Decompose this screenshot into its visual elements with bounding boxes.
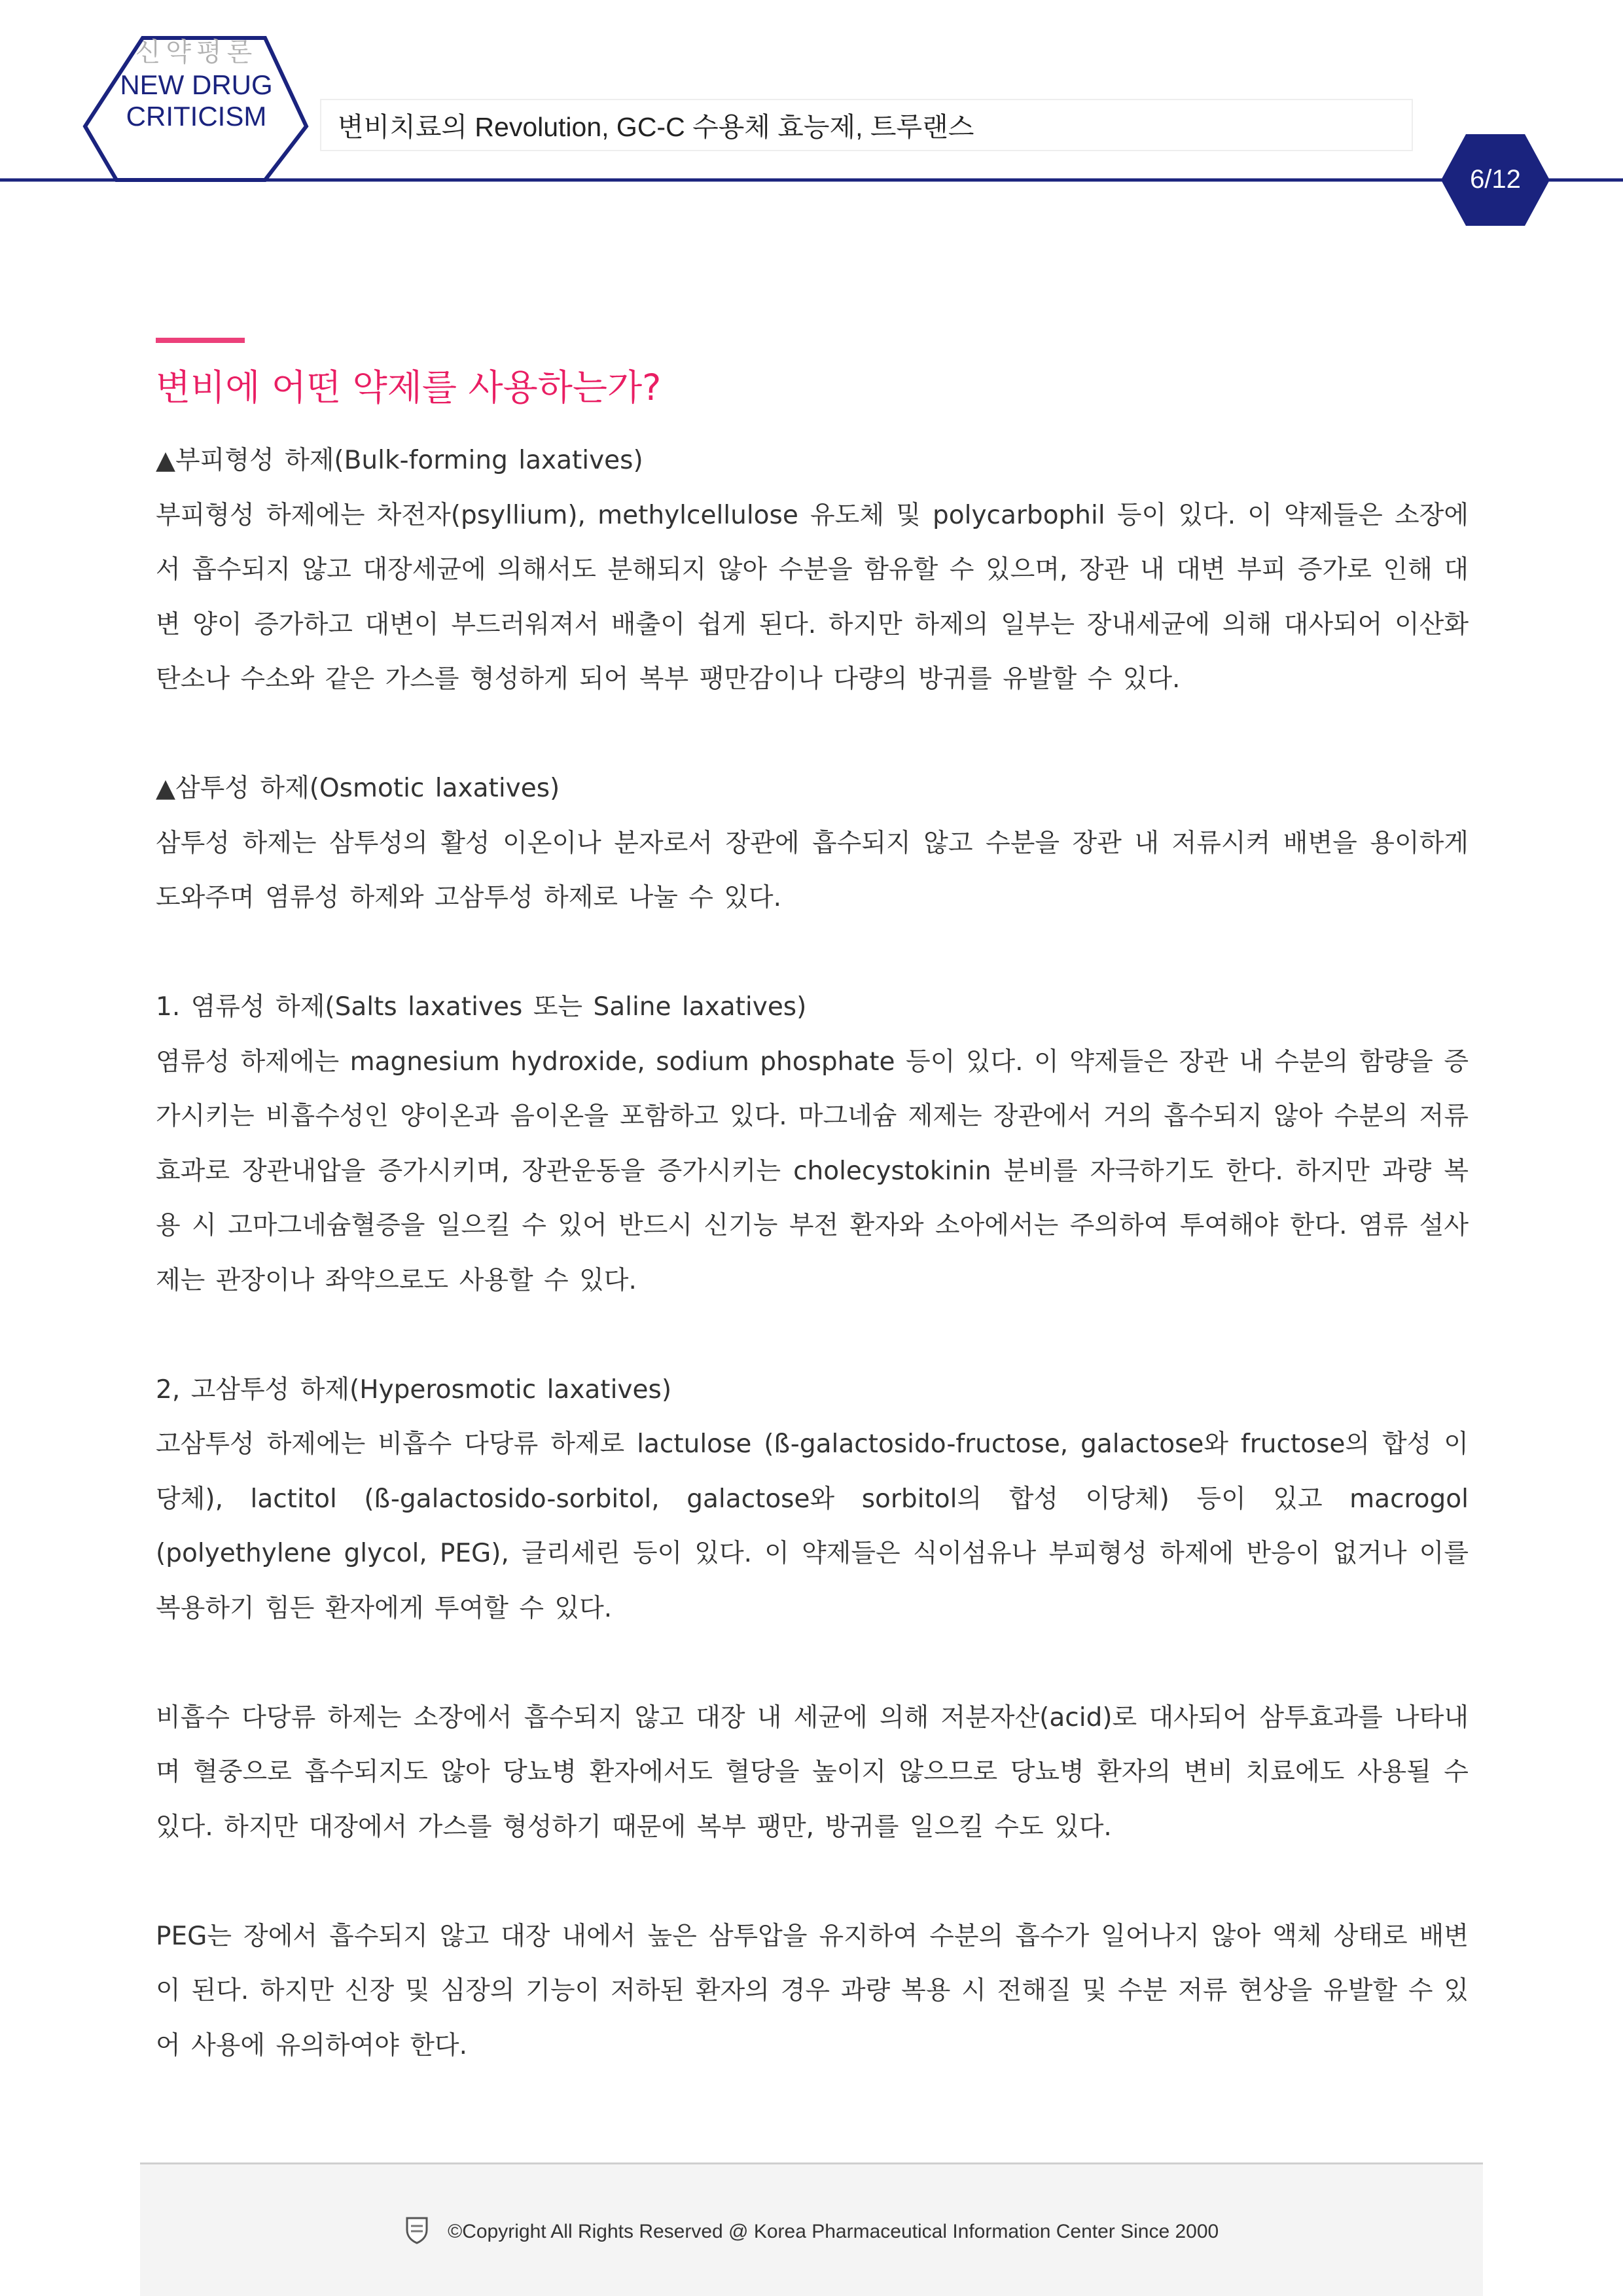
main-content: [156, 338, 1469, 2073]
document-title: 변비치료의 Revolution, GC-C 수용체 효능제, 트루랜스: [338, 112, 974, 142]
paragraph-gap: [156, 1636, 1469, 1691]
paragraph-gap: [156, 925, 1469, 980]
section-title: 변비에 어떤 약제를 사용하는가?: [156, 367, 662, 408]
subheading: 1. 염류성 하제(Salts laxatives 또는 Saline laxatives): [156, 992, 807, 1022]
body-paragraph: PEG는 장에서 흡수되지 않고 대장 내에서 높은 삼투압을 유지하여 수분의 흡수가 일어나지 않아 액체 상태로 배변이 된다. 하지만 신장 및 심장의 기능이 저하된 환자의 경우 과량 복용 시 전해질 및 수분 저류 현상을 유발할 수 있어 사용에 유의하여야 한다.: [156, 1921, 1469, 2060]
subheading: 2, 고삼투성 하제(Hyperosmotic laxatives): [156, 1374, 672, 1405]
paragraph-list: [156, 433, 1469, 2073]
shield-icon: [404, 2215, 429, 2250]
subheading: ▲부피형성 하제(Bulk-forming laxatives): [156, 446, 643, 475]
logo: [98, 35, 294, 132]
page-header: [0, 0, 1623, 229]
subheading: ▲삼투성 하제(Osmotic laxatives): [156, 774, 560, 803]
body-paragraph: 염류성 하제에는 magnesium hydroxide, sodium phosphate 등이 있다. 이 약제들은 장관 내 수분의 함량을 증가시키는 비흡수성인 양이온과 음이온을 포함하고 있다. 마그네슘 제제는 장관에서 거의 흡수되지 않아 수분의 저류효과로 장관내압을 증가시키며, 장관운동을 증가시키는 cholecystokinin 분비를 자극하기도 한다. 하지만 과량 복용 시 고마그네슘혈증을 일으킬 수 있어 반드시 신기능 부전 환자와 소아에서는 주의하여 투여해야 한다. 염류 설사제는 관장이나 좌약으로도 사용할 수 있다.: [156, 1047, 1469, 1295]
paragraph-gap: [156, 1854, 1469, 1909]
body-paragraph: 비흡수 다당류 하제는 소장에서 흡수되지 않고 대장 내 세균에 의해 저분자산(acid)로 대사되어 삼투효과를 나타내며 혈중으로 흡수되지도 않아 당뇨병 환자에서도 혈당을 높이지 않으므로 당뇨병 환자의 변비 치료에도 사용될 수 있다. 하지만 대장에서 가스를 형성하기 때문에 복부 팽만, 방귀를 일으킬 수도 있다.: [156, 1702, 1469, 1842]
page-footer: [140, 2164, 1483, 2296]
logo-english-line2: CRITICISM: [126, 101, 267, 132]
body-paragraph: 삼투성 하제는 삼투성의 활성 이온이나 분자로서 장관에 흡수되지 않고 수분을 장관 내 저류시켜 배변을 용이하게 도와주며 염류성 하제와 고삼투성 하제로 나눌 수 있다.: [156, 828, 1469, 912]
page-number: 6/12: [1470, 165, 1521, 194]
logo-english-line1: NEW DRUG: [120, 69, 273, 100]
body-paragraph: 부피형성 하제에는 차전자(psyllium), methylcellulose 유도체 및 polycarbophil 등이 있다. 이 약제들은 소장에서 흡수되지 않고 대장세균에 의해서도 분해되지 않아 수분을 함유할 수 있으며, 장관 내 대변 부피 증가로 인해 대변 양이 증가하고 대변이 부드러워져서 배출이 쉽게 된다. 하지만 하제의 일부는 장내세균에 의해 대사되어 이산화탄소나 수소와 같은 가스를 형성하게 되어 복부 팽만감이나 다량의 방귀를 유발할 수 있다.: [156, 500, 1469, 694]
section-accent-bar: [156, 338, 245, 343]
copyright-text: ©Copyright All Rights Reserved @ Korea Pharmaceutical Information Center Since 2000: [448, 2220, 1219, 2242]
paragraph-gap: [156, 707, 1469, 762]
footer-line: [140, 2215, 1483, 2250]
body-paragraph: 고삼투성 하제에는 비흡수 다당류 하제로 lactulose (ß-galactosido-fructose, galactose와 fructose의 합성 이당체), lactitol (ß-galactosido-sorbitol, galactose와 sorbitol의 합성 이당체) 등이 있고 macrogol (polyethylene glycol, PEG), 글리세린 등이 있다. 이 약제들은 식이섬유나 부피형성 하제에 반응이 없거나 이를 복용하기 힘든 환자에게 투여할 수 있다.: [156, 1429, 1469, 1623]
logo-korean: 신약평론: [135, 37, 258, 67]
paragraph-gap: [156, 1308, 1469, 1363]
